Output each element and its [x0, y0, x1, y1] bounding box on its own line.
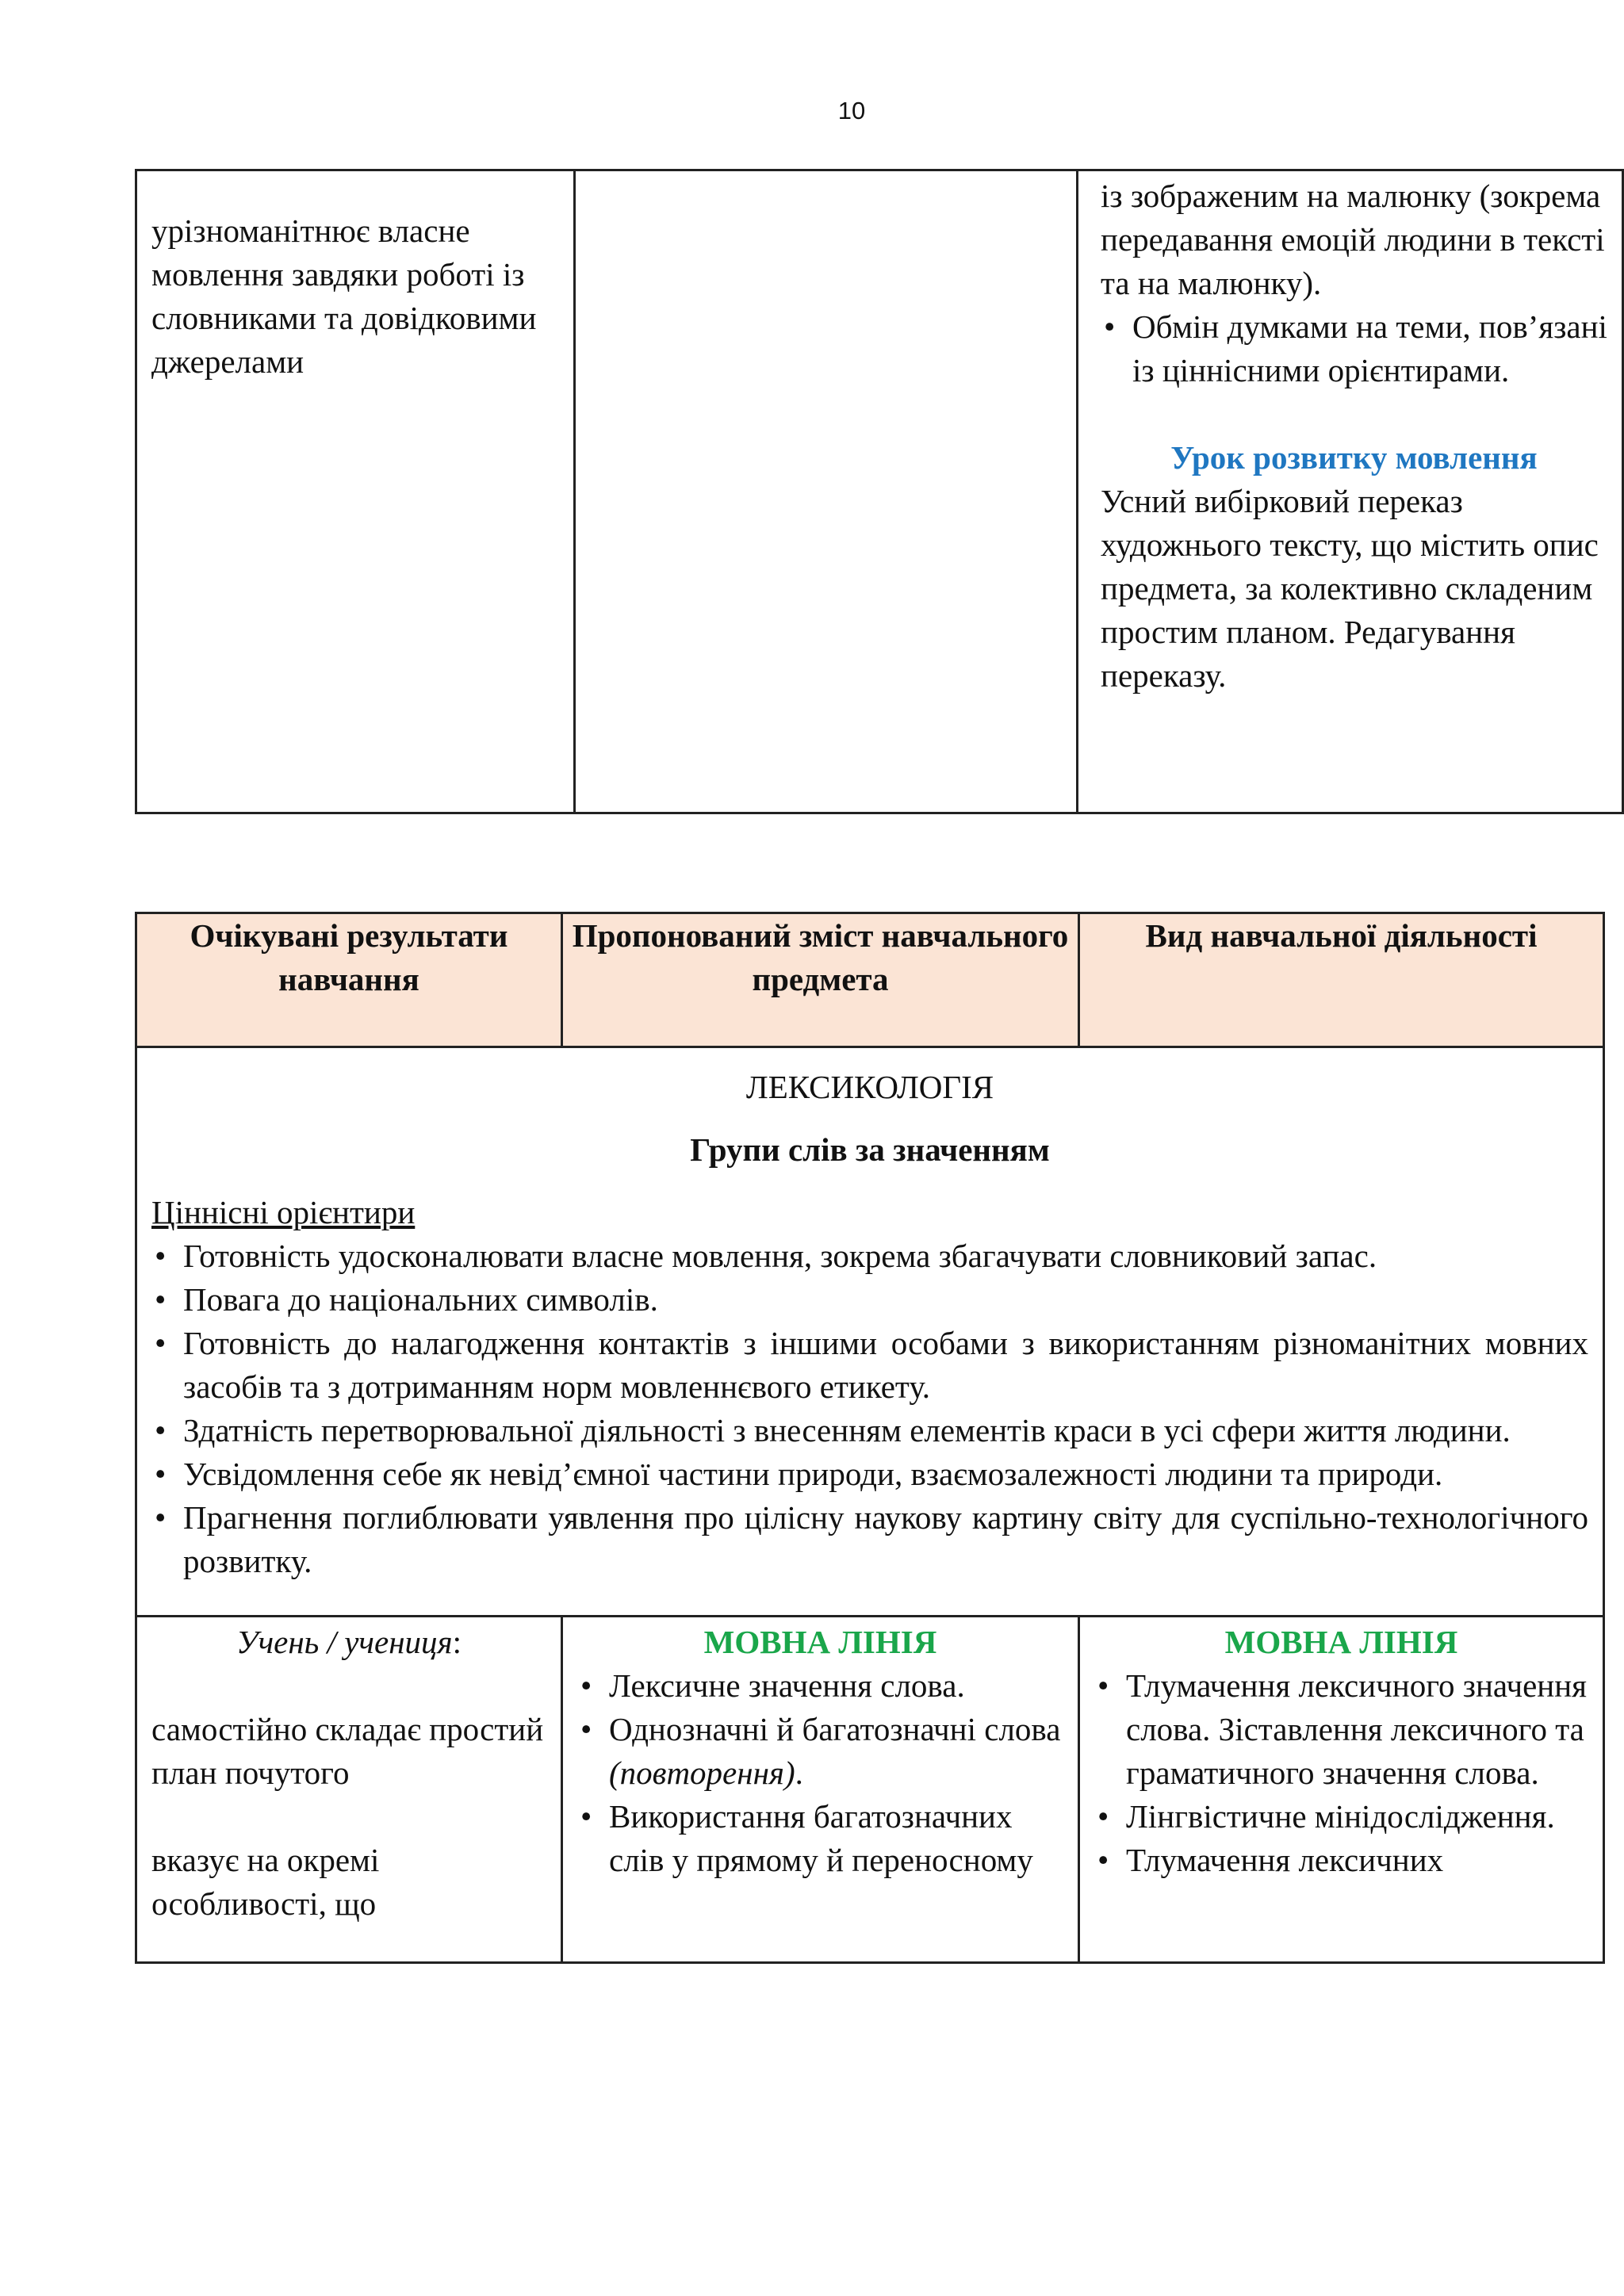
language-line-content-cell [562, 1617, 1079, 1963]
list-item-tail: . [795, 1755, 803, 1791]
student-label-text: Учень / учениця [236, 1624, 453, 1660]
content-row [136, 1617, 1604, 1963]
values-label: Ціннісні орієнтири [151, 1194, 416, 1230]
header-content: Пропонований зміст навчального предмета [562, 913, 1079, 1047]
list-item: • Тлумачення лексичних [1094, 1839, 1588, 1882]
activity-list [1101, 305, 1607, 392]
list-item-note: (повторення) [609, 1755, 795, 1791]
section-title: ЛЕКСИКОЛОГІЯ [745, 1069, 994, 1105]
list-item: • Готовність до налагодження контактів з іншими особами з використанням різноманітних мовних засобів та з дотриманням норм мовленнєвого етикету. [151, 1322, 1588, 1409]
speech-lesson-text: Усний вибірковий переказ художнього тексту, що містить опис предмета, за колективно складеним простим планом. Редагування переказу. [1101, 483, 1599, 694]
list-item: • Здатність перетворювальної діяльності з внесенням елементів краси в усі сфери життя людини. [151, 1409, 1588, 1452]
header-activity: Вид навчальної діяльності [1079, 913, 1604, 1047]
list-item-text: Однозначні й багатозначні слова [609, 1711, 1061, 1747]
student-label-colon: : [452, 1624, 462, 1660]
curriculum-table [135, 912, 1605, 1964]
header-outcomes: Очікувані результати навчання [136, 913, 562, 1047]
student-outcome: вказує на окремі особливості, що [151, 1842, 380, 1922]
language-line-heading: МОВНА ЛІНІЯ [1224, 1624, 1458, 1660]
speech-lesson-heading: Урок розвитку мовлення [1170, 439, 1538, 476]
list-item [577, 1708, 1063, 1795]
list-item: • Повага до національних символів. [151, 1278, 1588, 1322]
continuation-table [135, 169, 1624, 814]
outcomes-cell [136, 170, 575, 813]
language-line-heading: МОВНА ЛІНІЯ [703, 1624, 937, 1660]
content-list [577, 1664, 1063, 1882]
activity-cell [1078, 170, 1623, 813]
outcome-text: урізноманітнює власне мовлення завдяки роботі із словниками та довідковими джерелами [151, 212, 537, 380]
section-subtitle: Групи слів за значенням [690, 1131, 1050, 1168]
list-item: • Використання багатозначних слів у прямому й переносному [577, 1795, 1063, 1882]
page-number: 10 [837, 97, 866, 124]
student-outcome: самостійно складає простий план почутого [151, 1711, 544, 1791]
section-cell [136, 1047, 1604, 1617]
list-item: • Прагнення поглиблювати уявлення про цілісну наукову картину світу для суспільно-технологічного розвитку. [151, 1496, 1588, 1583]
language-line-activity-cell [1079, 1617, 1604, 1963]
values-list [151, 1234, 1588, 1583]
section-row [136, 1047, 1604, 1617]
activity-list [1094, 1664, 1588, 1882]
list-item: • Готовність удосконалювати власне мовлення, зокрема збагачувати словниковий запас. [151, 1234, 1588, 1278]
list-item: • Лексичне значення слова. [577, 1664, 1063, 1708]
student-outcomes-cell [136, 1617, 562, 1963]
list-item: • Лінгвістичне мінідослідження. [1094, 1795, 1588, 1839]
activity-intro: із зображеним на малюнку (зокрема передавання емоцій людини в тексті та на малюнку). [1101, 178, 1605, 301]
content-cell [575, 170, 1078, 813]
list-item: • Тлумачення лексичного значення слова. Зіставлення лексичного та граматичного значення слова. [1094, 1664, 1588, 1795]
student-label [151, 1621, 546, 1664]
header-row [136, 913, 1604, 1047]
list-item: • Обмін думками на теми, пов’язані із ціннісними орієнтирами. [1101, 305, 1607, 392]
list-item: • Усвідомлення себе як невід’ємної частини природи, взаємозалежності людини та природи. [151, 1452, 1588, 1496]
table-row [136, 170, 1623, 813]
